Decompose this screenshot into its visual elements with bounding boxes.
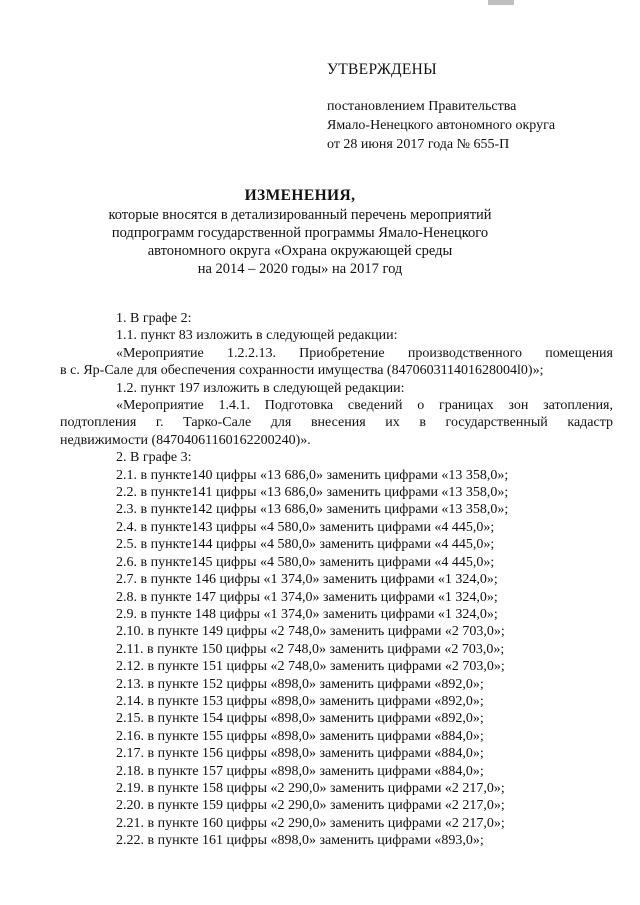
change-item: 1.2. пункт 197 изложить в следующей редакции: [116, 380, 405, 396]
change-item: 2.13. в пункте 152 цифры «898,0» заменить цифрами «892,0»; [116, 676, 484, 692]
document-subtitle-line: которые вносятся в детализированный перечень мероприятий [108, 207, 492, 223]
change-item: 2.17. в пункте 156 цифры «898,0» заменить цифрами «884,0»; [116, 746, 484, 762]
document-subtitle-line: на 2014 – 2020 годы» на 2017 год [197, 261, 403, 277]
change-item: в с. Яр-Сале для обеспечения сохранности имущества (847060311401628004l0)»; [60, 363, 544, 379]
change-item: 2.22. в пункте 161 цифры «898,0» заменить цифрами «893,0»; [116, 833, 484, 849]
change-item: 2.4. в пункте143 цифры «4 580,0» заменить цифрами «4 445,0»; [116, 519, 495, 535]
change-item: 2.21. в пункте 160 цифры «2 290,0» заменить цифрами «2 217,0»; [116, 815, 505, 831]
approval-title: УТВЕРЖДЕНЫ [327, 61, 437, 78]
change-item: 2.10. в пункте 149 цифры «2 748,0» заменить цифрами «2 703,0»; [116, 624, 505, 640]
document-title: ИЗМЕНЕНИЯ, [244, 187, 356, 204]
change-item: 2.3. в пункте142 цифры «13 686,0» заменить цифрами «13 358,0»; [116, 502, 509, 518]
approval-line: Ямало-Ненецкого автономного округа [327, 118, 556, 133]
change-item: 2.2. в пункте141 цифры «13 686,0» заменить цифрами «13 358,0»; [116, 485, 509, 501]
change-item: 2.7. в пункте 146 цифры «1 374,0» заменить цифрами «1 324,0»; [116, 572, 498, 588]
change-item: 2.14. в пункте 153 цифры «898,0» заменить цифрами «892,0»; [116, 693, 484, 709]
change-item: 2.18. в пункте 157 цифры «898,0» заменить цифрами «884,0»; [116, 763, 484, 779]
scan-artifact [488, 0, 514, 5]
change-item: 2.12. в пункте 151 цифры «2 748,0» заменить цифрами «2 703,0»; [116, 659, 505, 675]
change-item: 2. В графе 3: [116, 450, 192, 466]
change-item: 2.9. в пункте 148 цифры «1 374,0» заменить цифрами «1 324,0»; [116, 606, 498, 622]
change-item: 2.6. в пункте145 цифры «4 580,0» заменить цифрами «4 445,0»; [116, 554, 495, 570]
approval-line: от 28 июня 2017 года № 655-П [327, 137, 510, 152]
change-item: 1. В графе 2: [116, 311, 192, 326]
change-item: 2.19. в пункте 158 цифры «2 290,0» заменить цифрами «2 217,0»; [116, 780, 505, 796]
change-item: 1.1. пункт 83 изложить в следующей редакции: [116, 328, 398, 344]
document-subtitle-line: автономного округа «Охрана окружающей среды [147, 243, 453, 259]
change-item: 2.20. в пункте 159 цифры «2 290,0» заменить цифрами «2 217,0»; [116, 798, 505, 814]
change-item: «Мероприятие 1.4.1. Подготовка сведений о границах зон затопления, [116, 398, 613, 414]
change-item: 2.5. в пункте144 цифры «4 580,0» заменить цифрами «4 445,0»; [116, 537, 495, 553]
changes-list [60, 310, 613, 850]
change-item: «Мероприятие 1.2.2.13. Приобретение производственного помещения [116, 345, 613, 361]
change-item: 2.15. в пункте 154 цифры «898,0» заменить цифрами «892,0»; [116, 711, 484, 727]
change-item: подтопления г. Тарко-Сале для внесения их в государственный кадастр [60, 415, 613, 431]
change-item: 2.1. в пункте140 цифры «13 686,0» заменить цифрами «13 358,0»; [116, 467, 509, 483]
change-item: 2.8. в пункте 147 цифры «1 374,0» заменить цифрами «1 324,0»; [116, 589, 498, 605]
change-item: 2.11. в пункте 150 цифры «2 748,0» заменить цифрами «2 703,0»; [116, 641, 505, 657]
document-subtitle-line: подпрограмм государственной программы Ямало-Ненецкого [111, 225, 489, 241]
change-item: недвижимости (84704061160162200240)». [60, 432, 311, 448]
change-item: 2.16. в пункте 155 цифры «898,0» заменить цифрами «884,0»; [116, 728, 484, 744]
approval-line: постановлением Правительства [327, 99, 517, 114]
